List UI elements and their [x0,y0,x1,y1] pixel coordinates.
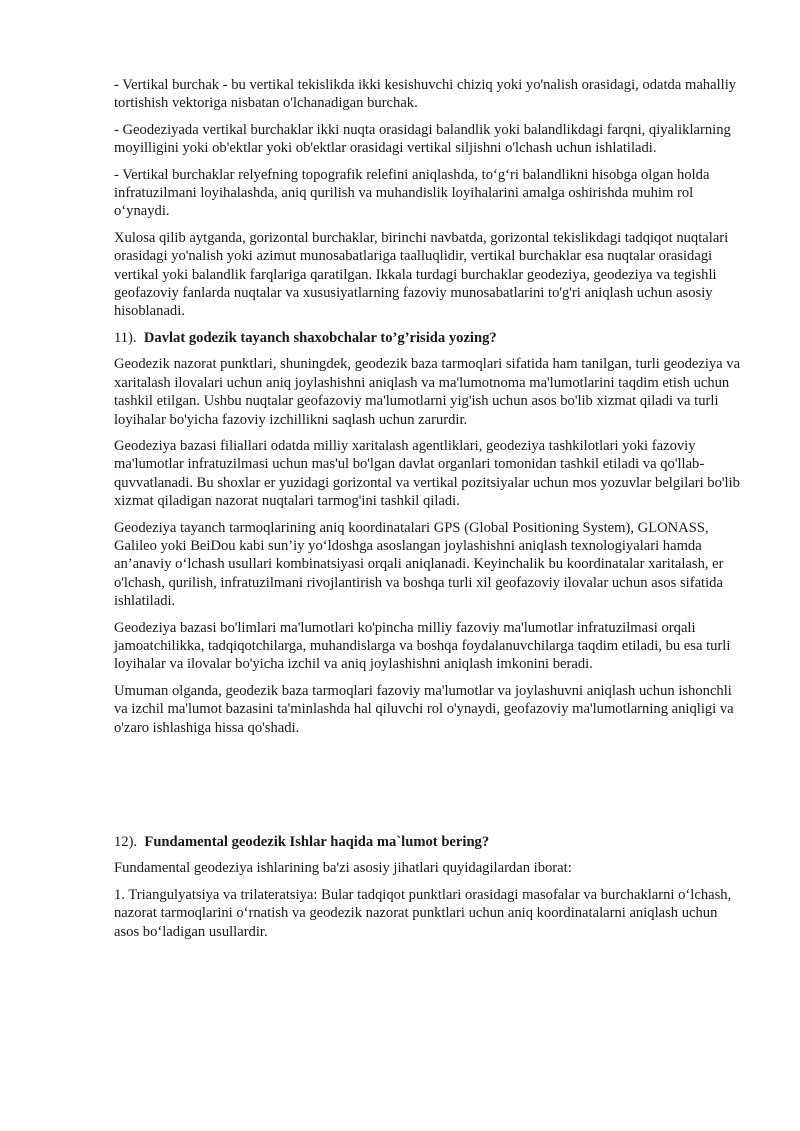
document-page [114,76,744,949]
section-11-paragraph: Geodeziya bazasi filiallari odatda milliy xaritalash agentliklari, geodeziya tashkilotlari yoki fazoviy ma'lumotlar infratuzilmasi uchun mas'ul bo'lgan davlat organlari tomonidan tashkil etiladi va qo'llab-quvvatlanadi. Bu shoxlar er yuzidagi gorizontal va vertikal pozitsiyalar uchun mos yozuvlar belgilari bo'lib xizmat qiladigan nazorat nuqtalari tarmog'ini tashkil qiladi. [114,437,740,510]
section-11-title: Davlat godezik tayanch shaxobchalar to’g’risida yozing? [143,329,497,346]
paragraph-conclusion: Xulosa qilib aytganda, gorizontal burchaklar, birinchi navbatda, gorizontal tekislikdagi tadqiqot nuqtalari orasidagi yo'nalish yoki azimut munosabatlariga taalluqlidir, vertikal burchaklar esa nuqtalar orasidagi vertikal yoki balandlik farqlariga qaratilgan. Ikkala turdagi burchaklar geodeziya, geodeziya va tegishli geofazoviy fanlarda nuqtalar va xususiyatlarning fazoviy munosabatlarini to'g'ri aniqlash uchun asosiy hisoblanadi. [114,229,729,320]
section-11-paragraph: Geodeziya tayanch tarmoqlarining aniq koordinatalari GPS (Global Positioning System), GLONASS, Galileo yoki BeiDou kabi sun’iy yo‘ldoshga asoslangan joylashishni aniqlash texnologiyalari hamda an’anaviy o‘lchash usullari kombinatsiyasi orqali aniqlanadi. Keyinchalik bu koordinatalar xaritalash, er o'lchash, qurilish, infratuzilmani rivojlantirish va boshqa turli xil geofazoviy ilovalar uchun asos sifatida ishlatiladi. [114,519,724,610]
paragraph-vertical-angle-definition: - Vertikal burchak - bu vertikal tekislikda ikki kesishuvchi chiziq yoki yo'nalish orasidagi, odatda mahalliy tortishish vektoriga nisbatan o'lchanadigan burchak. [114,77,737,112]
section-12-paragraph: 1. Triangulyatsiya va trilateratsiya: Bular tadqiqot punktlari orasidagi masofalar va burchaklarni o‘lchash, nazorat tarmoqlarini o‘rnatish va geodezik nazorat punktlari uchun aniq koordinatalarni aniqlash uchun asos bo‘ladigan usullardir. [114,886,732,940]
blank-spacer [114,745,744,833]
section-12-heading [114,833,744,851]
section-11-paragraph: Umuman olganda, geodezik baza tarmoqlari fazoviy ma'lumotlar va joylashuvni aniqlash uchun ishonchli va izchil ma'lumot bazasini ta'minlashda hal qiluvchi rol o'ynaydi, geofazoviy ma'lumotlarning aniqligi va o'zaro ishlashiga hissa qo'shadi. [114,682,734,736]
paragraph-vertical-angle-usage: - Geodeziyada vertikal burchaklar ikki nuqta orasidagi balandlik yoki balandlikdagi farqni, qiyaliklarning moyilligini yoki ob'ektlar yoki ob'ektlar orasidagi vertikal siljishni o'lchash uchun ishlatiladi. [114,121,731,157]
section-11-paragraph: Geodezik nazorat punktlari, shuningdek, geodezik baza tarmoqlari sifatida ham tanilgan, turli geodeziya va xaritalash ilovalari uchun aniq joylashishni aniqlash va ma'lumotnoma ma'lumotlarini taqdim etish uchun tashkil etilgan. Ushbu nuqtalar geofazoviy ma'lumotlarni yig'ish uchun asos bo'lib xizmat qiladi va turli loyihalar bo'yicha fazoviy izchillikni saqlash uchun zarurdir. [114,356,741,428]
section-12-paragraph: Fundamental geodeziya ishlarining ba'zi asosiy jihatlari quyidagilardan iborat: [114,860,572,877]
section-11-heading [114,329,744,347]
section-11-number: 11). [114,329,137,346]
section-12-number: 12). [114,834,138,850]
section-11-paragraph: Geodeziya bazasi bo'limlari ma'lumotlari ko'pincha milliy fazoviy ma'lumotlar infratuzilmasi orqali jamoatchilikka, tadqiqotchilarga, muhandislarga va boshqa foydalanuvchilarga taqdim etiladi, bu esa turli loyihalar va ilovalar bo'yicha izchil va aniq joylashishni aniqlash imkonini beradi. [114,619,731,673]
paragraph-vertical-angle-role: - Vertikal burchaklar relyefning topografik relefini aniqlashda, to‘g‘ri balandlikni hisobga olgan holda infratuzilmani loyihalashda, aniq qurilish va muhandislik loyihalarini amalga oshirishda muhim rol o‘ynaydi. [114,166,710,220]
section-12-title: Fundamental geodezik Ishlar haqida ma`lumot bering? [144,834,490,850]
